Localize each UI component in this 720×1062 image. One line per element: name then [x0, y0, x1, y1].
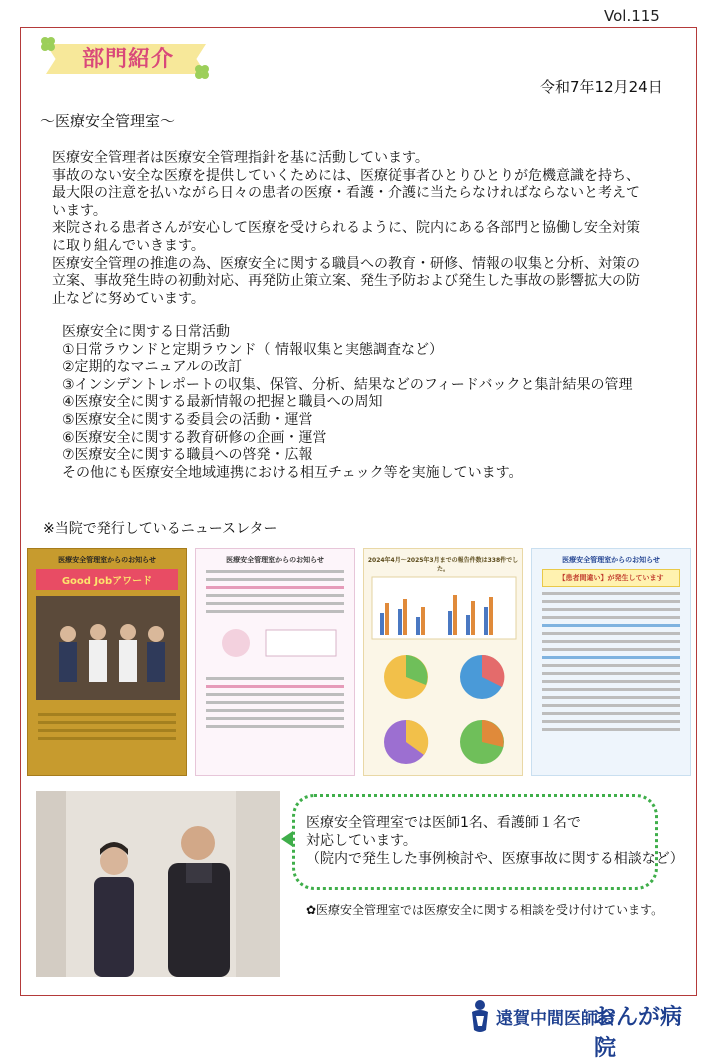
logo-group-name: 遠賀中間医師会 [496, 1009, 615, 1029]
illustration-icon [196, 618, 355, 668]
alert-badge: 【患者間違い】が発生しています [542, 569, 680, 587]
section-banner [40, 36, 212, 82]
newsletter-title: 2024年4月～2025年3月までの報告件数は338件でした。 [367, 557, 519, 573]
activity-item: ④医療安全に関する最新情報の把握と職員への周知 [62, 394, 383, 411]
activity-item: ⑥医療安全に関する教育研修の企画・運営 [62, 429, 327, 446]
staff-photo-icon [28, 594, 187, 704]
staff-people-icon [36, 791, 280, 977]
consultation-note: ✿医療安全管理室では医療安全に関する相談を受け付けています。 [306, 903, 664, 917]
intro-line: に取り組んでいきます。 [52, 238, 205, 254]
intro-line: 医療安全管理の推進の為、医療安全に関する職員への教育・研修、情報の収集と分析、対策の [52, 255, 640, 272]
staff-photo [36, 791, 280, 977]
pie-chart-icon [364, 647, 523, 776]
activities-heading: 医療安全に関する日常活動 [62, 324, 230, 340]
bubble-line: 対応しています。 [306, 833, 417, 849]
newsletter-note: ※当院で発行しているニュースレター [43, 521, 278, 537]
bubble-line: 医療安全管理室では医師1名、看護師１名で [306, 815, 581, 831]
clover-icon [194, 64, 210, 80]
newsletter-thumbnail [531, 548, 691, 776]
activity-item: ②定期的なマニュアルの改訂 [62, 359, 242, 376]
intro-line: 最大限の注意を払いながら日々の患者の医療・看護・介護に当たらなければならないと考えて [52, 185, 640, 202]
award-badge: Good Jobアワード [36, 569, 178, 590]
logo-mark-icon [466, 998, 494, 1034]
issue-date: 令和7年12月24日 [540, 78, 663, 96]
intro-line: 事故のない安全な医療を提供していくためには、医療従事者ひとりひとりが危機意識を持ち、 [52, 167, 640, 184]
bubble-line: （院内で発生した事例検討や、医療事故に関する相談など） [306, 851, 684, 867]
intro-line: 医療安全管理者は医療安全管理指針を基に活動しています。 [52, 150, 429, 166]
activity-item: ③インシデントレポートの収集、保管、分析、結果などのフィードバックと集計結果の管理 [62, 376, 633, 393]
department-title: ～医療安全管理室～ [40, 112, 176, 130]
bubble-tail [281, 831, 293, 847]
newsletter-title: 医療安全管理室からのお知らせ [562, 556, 660, 564]
section-title: 部門紹介 [82, 47, 175, 72]
clover-icon [40, 36, 56, 52]
activity-item: ①日常ラウンドと定期ラウンド（ 情報収集と実態調査など） [62, 341, 443, 358]
newsletter-thumbnail [27, 548, 187, 776]
newsletter-thumbnail [363, 548, 523, 776]
intro-line: 止などに努めています。 [52, 290, 205, 307]
intro-line: います。 [52, 202, 107, 219]
intro-line: 立案、事故発生時の初動対応、再発防止策立案、発生予防および発生した事故の影響拡大の防 [52, 273, 640, 290]
activities-closing: その他にも医療安全地域連携における相互チェック等を実施しています。 [62, 464, 523, 481]
activity-item: ⑤医療安全に関する委員会の活動・運営 [62, 411, 313, 428]
volume-number: Vol.115 [604, 7, 660, 25]
activities-list [62, 324, 633, 482]
newsletter-title: 医療安全管理室からのお知らせ [226, 556, 324, 564]
logo-hospital-name: おんが病院 [594, 1005, 683, 1061]
hospital-logo [466, 998, 702, 1061]
newsletter-title: 医療安全管理室からのお知らせ [58, 556, 156, 564]
intro-line: 来院される患者さんが安心して医療を受けられるように、院内にある各部門と協働し安全対策 [52, 220, 640, 237]
newsletter-thumbnail [195, 548, 355, 776]
bar-chart-icon [364, 573, 523, 643]
activity-item: ⑦医療安全に関する職員への啓発・広報 [62, 447, 313, 464]
